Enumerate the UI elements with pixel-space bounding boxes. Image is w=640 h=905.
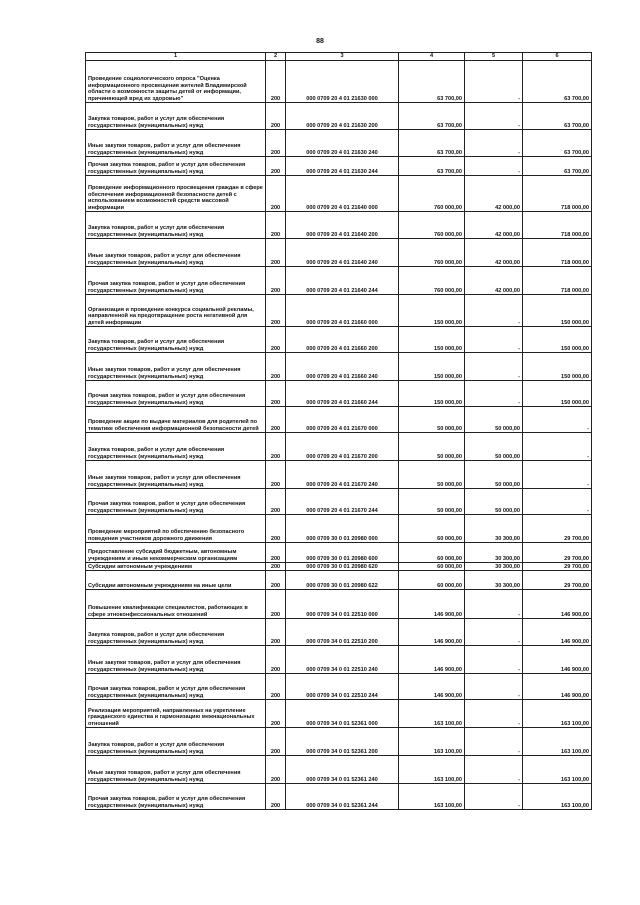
- row-amount-total-cell: 163 100,00: [399, 756, 465, 784]
- table-row: [86, 61, 592, 103]
- row-amount-change-cell: -: [465, 130, 523, 157]
- row-amount-result-cell: 718 000,00: [523, 267, 592, 295]
- table-row: [86, 543, 592, 563]
- table-row: [86, 433, 592, 461]
- row-amount-total-cell: 760 000,00: [399, 212, 465, 239]
- row-amount-total-cell: 50 000,00: [399, 433, 465, 461]
- column-header-5: 5: [465, 53, 523, 61]
- row-code-cell: 000 0709 34 0 01 52361 244: [286, 784, 399, 810]
- column-number-row: [86, 53, 592, 61]
- row-kvsr-cell: 200: [266, 700, 286, 728]
- row-code-cell: 000 0709 34 0 01 22510 240: [286, 646, 399, 674]
- row-kvsr-cell: 200: [266, 61, 286, 103]
- row-kvsr-cell: 200: [266, 353, 286, 381]
- row-amount-total-cell: 146 900,00: [399, 646, 465, 674]
- row-amount-result-cell: 150 000,00: [523, 327, 592, 353]
- row-amount-result-cell: 718 000,00: [523, 239, 592, 267]
- row-amount-result-cell: 146 900,00: [523, 619, 592, 646]
- row-amount-total-cell: 150 000,00: [399, 295, 465, 327]
- row-name-cell: Закупка товаров, работ и услуг для обеспечения государственных (муниципальных) нужд: [86, 433, 266, 461]
- row-name-cell: Повышение квалификации специалистов, работающих в сфере этноконфессиональных отношений: [86, 590, 266, 619]
- row-name-cell: Иные закупки товаров, работ и услуг для обеспечения государственных (муниципальных) нужд: [86, 239, 266, 267]
- row-amount-total-cell: 150 000,00: [399, 353, 465, 381]
- row-kvsr-cell: 200: [266, 381, 286, 407]
- row-amount-result-cell: 718 000,00: [523, 176, 592, 212]
- row-kvsr-cell: 200: [266, 433, 286, 461]
- column-header-3: 3: [286, 53, 399, 61]
- row-code-cell: 000 0709 34 0 01 52361 240: [286, 756, 399, 784]
- row-amount-result-cell: 146 900,00: [523, 674, 592, 700]
- row-name-cell: Закупка товаров, работ и услуг для обеспечения государственных (муниципальных) нужд: [86, 103, 266, 130]
- row-kvsr-cell: 200: [266, 674, 286, 700]
- row-name-cell: Предоставление субсидий бюджетным, автономным учреждениям и иным некоммерческим организациям: [86, 543, 266, 563]
- row-code-cell: 000 0709 20 4 01 21640 244: [286, 267, 399, 295]
- row-kvsr-cell: 200: [266, 646, 286, 674]
- table-row: [86, 130, 592, 157]
- row-name-cell: Субсидии автономным учреждениям: [86, 563, 266, 571]
- row-amount-result-cell: 150 000,00: [523, 353, 592, 381]
- row-amount-total-cell: 163 100,00: [399, 728, 465, 756]
- row-name-cell: Прочая закупка товаров, работ и услуг для обеспечения государственных (муниципальных) нужд: [86, 157, 266, 176]
- row-amount-total-cell: 150 000,00: [399, 381, 465, 407]
- row-amount-result-cell: 163 100,00: [523, 700, 592, 728]
- row-code-cell: 000 0709 20 4 01 21670 200: [286, 433, 399, 461]
- row-code-cell: 000 0709 20 4 01 21660 200: [286, 327, 399, 353]
- row-amount-result-cell: 150 000,00: [523, 295, 592, 327]
- row-amount-total-cell: 150 000,00: [399, 327, 465, 353]
- row-name-cell: Закупка товаров, работ и услуг для обеспечения государственных (муниципальных) нужд: [86, 327, 266, 353]
- row-code-cell: 000 0709 30 0 01 20980 000: [286, 515, 399, 543]
- row-code-cell: 000 0709 20 4 01 21630 244: [286, 157, 399, 176]
- row-amount-result-cell: 163 100,00: [523, 784, 592, 810]
- row-name-cell: Проведение социологического опроса "Оценка информационного просвещения жителей Владимирской области о возможности защиты детей от информации, причиняющей вред их здоровью": [86, 61, 266, 103]
- table-row: [86, 212, 592, 239]
- row-amount-change-cell: 50 000,00: [465, 461, 523, 489]
- row-code-cell: 000 0709 30 0 01 20980 620: [286, 563, 399, 571]
- budget-table: [85, 52, 592, 810]
- row-amount-total-cell: 60 000,00: [399, 515, 465, 543]
- row-kvsr-cell: 200: [266, 728, 286, 756]
- row-amount-result-cell: 29 700,00: [523, 515, 592, 543]
- row-amount-change-cell: 50 000,00: [465, 489, 523, 515]
- row-amount-result-cell: 63 700,00: [523, 157, 592, 176]
- table-row: [86, 407, 592, 433]
- row-kvsr-cell: 200: [266, 176, 286, 212]
- row-amount-result-cell: -: [523, 461, 592, 489]
- row-amount-result-cell: -: [523, 433, 592, 461]
- row-amount-result-cell: -: [523, 407, 592, 433]
- row-amount-change-cell: -: [465, 700, 523, 728]
- table-row: [86, 103, 592, 130]
- row-code-cell: 000 0709 20 4 01 21640 000: [286, 176, 399, 212]
- row-amount-total-cell: 50 000,00: [399, 407, 465, 433]
- row-code-cell: 000 0709 20 4 01 21630 000: [286, 61, 399, 103]
- row-amount-total-cell: 63 700,00: [399, 130, 465, 157]
- row-amount-result-cell: 163 100,00: [523, 728, 592, 756]
- row-amount-total-cell: 60 000,00: [399, 543, 465, 563]
- row-code-cell: 000 0709 20 4 01 21670 000: [286, 407, 399, 433]
- row-kvsr-cell: 200: [266, 461, 286, 489]
- row-amount-change-cell: 42 000,00: [465, 212, 523, 239]
- page-number: 88: [316, 38, 324, 45]
- row-amount-change-cell: -: [465, 646, 523, 674]
- row-name-cell: Прочая закупка товаров, работ и услуг для обеспечения государственных (муниципальных) нужд: [86, 784, 266, 810]
- row-name-cell: Прочая закупка товаров, работ и услуг для обеспечения государственных (муниципальных) нужд: [86, 489, 266, 515]
- row-name-cell: Организация и проведение конкурса социальной рекламы, направленной на предотвращение роста негативной для детей информации: [86, 295, 266, 327]
- row-amount-change-cell: 30 300,00: [465, 571, 523, 590]
- row-amount-result-cell: 63 700,00: [523, 130, 592, 157]
- row-amount-change-cell: 42 000,00: [465, 239, 523, 267]
- row-amount-change-cell: -: [465, 381, 523, 407]
- row-code-cell: 000 0709 20 4 01 21660 240: [286, 353, 399, 381]
- table-row: [86, 381, 592, 407]
- row-amount-total-cell: 146 900,00: [399, 590, 465, 619]
- row-amount-total-cell: 146 900,00: [399, 674, 465, 700]
- row-amount-total-cell: 50 000,00: [399, 489, 465, 515]
- row-amount-change-cell: -: [465, 619, 523, 646]
- row-kvsr-cell: 200: [266, 267, 286, 295]
- row-name-cell: Закупка товаров, работ и услуг для обеспечения государственных (муниципальных) нужд: [86, 212, 266, 239]
- row-code-cell: 000 0709 20 4 01 21670 244: [286, 489, 399, 515]
- table-row: [86, 267, 592, 295]
- row-name-cell: Иные закупки товаров, работ и услуг для обеспечения государственных (муниципальных) нужд: [86, 353, 266, 381]
- table-row: [86, 590, 592, 619]
- table-row: [86, 295, 592, 327]
- row-amount-result-cell: 150 000,00: [523, 381, 592, 407]
- row-amount-change-cell: -: [465, 674, 523, 700]
- table-row: [86, 619, 592, 646]
- row-name-cell: Иные закупки товаров, работ и услуг для обеспечения государственных (муниципальных) нужд: [86, 646, 266, 674]
- row-amount-result-cell: 29 700,00: [523, 543, 592, 563]
- row-name-cell: Иные закупки товаров, работ и услуг для обеспечения государственных (муниципальных) нужд: [86, 130, 266, 157]
- row-kvsr-cell: 200: [266, 571, 286, 590]
- column-header-1: 1: [86, 53, 266, 61]
- row-amount-result-cell: 146 900,00: [523, 590, 592, 619]
- row-code-cell: 000 0709 34 0 01 22510 244: [286, 674, 399, 700]
- row-amount-total-cell: 63 700,00: [399, 61, 465, 103]
- row-name-cell: Прочая закупка товаров, работ и услуг для обеспечения государственных (муниципальных) нужд: [86, 674, 266, 700]
- table-row: [86, 353, 592, 381]
- row-kvsr-cell: 200: [266, 130, 286, 157]
- row-amount-change-cell: -: [465, 103, 523, 130]
- row-code-cell: 000 0709 20 4 01 21670 240: [286, 461, 399, 489]
- row-amount-result-cell: 63 700,00: [523, 61, 592, 103]
- row-kvsr-cell: 200: [266, 212, 286, 239]
- row-kvsr-cell: 200: [266, 239, 286, 267]
- row-name-cell: Прочая закупка товаров, работ и услуг для обеспечения государственных (муниципальных) нужд: [86, 267, 266, 295]
- row-kvsr-cell: 200: [266, 756, 286, 784]
- row-code-cell: 000 0709 20 4 01 21660 000: [286, 295, 399, 327]
- row-name-cell: Проведение информационного просвещения граждан в сфере обеспечения информационной безопасности детей с использованием возможностей средств массовой информации: [86, 176, 266, 212]
- row-name-cell: Закупка товаров, работ и услуг для обеспечения государственных (муниципальных) нужд: [86, 619, 266, 646]
- table-row: [86, 239, 592, 267]
- row-amount-result-cell: 29 700,00: [523, 571, 592, 590]
- row-name-cell: Иные закупки товаров, работ и услуг для обеспечения государственных (муниципальных) нужд: [86, 756, 266, 784]
- row-amount-result-cell: 29 700,00: [523, 563, 592, 571]
- row-amount-result-cell: 163 100,00: [523, 756, 592, 784]
- row-name-cell: Закупка товаров, работ и услуг для обеспечения государственных (муниципальных) нужд: [86, 728, 266, 756]
- row-kvsr-cell: 200: [266, 619, 286, 646]
- row-code-cell: 000 0709 20 4 01 21630 240: [286, 130, 399, 157]
- row-amount-change-cell: -: [465, 295, 523, 327]
- row-kvsr-cell: 200: [266, 590, 286, 619]
- row-amount-change-cell: -: [465, 353, 523, 381]
- row-amount-change-cell: -: [465, 784, 523, 810]
- row-name-cell: Проведение акции по выдаче материалов для родителей по тематике обеспечения информационной безопасности детей: [86, 407, 266, 433]
- column-header-2: 2: [266, 53, 286, 61]
- row-amount-change-cell: -: [465, 590, 523, 619]
- row-kvsr-cell: 200: [266, 515, 286, 543]
- row-kvsr-cell: 200: [266, 407, 286, 433]
- table-row: [86, 674, 592, 700]
- row-kvsr-cell: 200: [266, 489, 286, 515]
- row-kvsr-cell: 200: [266, 327, 286, 353]
- row-kvsr-cell: 200: [266, 103, 286, 130]
- table-row: [86, 176, 592, 212]
- table-row: [86, 784, 592, 810]
- row-name-cell: Реализация мероприятий, направленных на укрепление гражданского единства и гармонизацию межнациональных отношений: [86, 700, 266, 728]
- row-amount-change-cell: -: [465, 728, 523, 756]
- row-amount-change-cell: 50 000,00: [465, 433, 523, 461]
- table-row: [86, 461, 592, 489]
- row-amount-change-cell: -: [465, 157, 523, 176]
- table-row: [86, 756, 592, 784]
- row-amount-total-cell: 50 000,00: [399, 461, 465, 489]
- row-amount-change-cell: -: [465, 327, 523, 353]
- row-kvsr-cell: 200: [266, 543, 286, 563]
- row-amount-change-cell: 50 000,00: [465, 407, 523, 433]
- row-code-cell: 000 0709 34 0 01 52361 000: [286, 700, 399, 728]
- row-amount-change-cell: 30 300,00: [465, 543, 523, 563]
- column-header-6: 6: [523, 53, 592, 61]
- table-row: [86, 563, 592, 571]
- row-amount-result-cell: 146 900,00: [523, 646, 592, 674]
- row-amount-result-cell: -: [523, 489, 592, 515]
- row-name-cell: Проведение мероприятий по обеспечению безопасного поведения участников дорожного движения: [86, 515, 266, 543]
- row-amount-total-cell: 760 000,00: [399, 239, 465, 267]
- row-code-cell: 000 0709 34 0 01 52361 200: [286, 728, 399, 756]
- row-amount-total-cell: 63 700,00: [399, 157, 465, 176]
- row-kvsr-cell: 200: [266, 784, 286, 810]
- row-amount-change-cell: 42 000,00: [465, 267, 523, 295]
- row-amount-total-cell: 60 000,00: [399, 571, 465, 590]
- table-row: [86, 489, 592, 515]
- column-header-4: 4: [399, 53, 465, 61]
- row-amount-change-cell: 30 300,00: [465, 515, 523, 543]
- table-row: [86, 571, 592, 590]
- row-code-cell: 000 0709 20 4 01 21640 200: [286, 212, 399, 239]
- table-row: [86, 700, 592, 728]
- row-amount-total-cell: 163 100,00: [399, 784, 465, 810]
- row-code-cell: 000 0709 30 0 01 20980 600: [286, 543, 399, 563]
- table-row: [86, 515, 592, 543]
- row-amount-total-cell: 163 100,00: [399, 700, 465, 728]
- row-kvsr-cell: 200: [266, 563, 286, 571]
- table-row: [86, 728, 592, 756]
- row-name-cell: Иные закупки товаров, работ и услуг для обеспечения государственных (муниципальных) нужд: [86, 461, 266, 489]
- table-row: [86, 646, 592, 674]
- row-name-cell: Прочая закупка товаров, работ и услуг для обеспечения государственных (муниципальных) нужд: [86, 381, 266, 407]
- row-amount-total-cell: 63 700,00: [399, 103, 465, 130]
- row-code-cell: 000 0709 20 4 01 21630 200: [286, 103, 399, 130]
- row-amount-total-cell: 760 000,00: [399, 176, 465, 212]
- table-row: [86, 327, 592, 353]
- row-amount-change-cell: 42 000,00: [465, 176, 523, 212]
- row-code-cell: 000 0709 30 0 01 20980 622: [286, 571, 399, 590]
- row-amount-change-cell: -: [465, 756, 523, 784]
- row-amount-change-cell: 30 300,00: [465, 563, 523, 571]
- row-amount-change-cell: -: [465, 61, 523, 103]
- row-code-cell: 000 0709 20 4 01 21660 244: [286, 381, 399, 407]
- row-amount-total-cell: 60 000,00: [399, 563, 465, 571]
- row-name-cell: Субсидии автономным учреждениям на иные цели: [86, 571, 266, 590]
- table-row: [86, 157, 592, 176]
- row-kvsr-cell: 200: [266, 157, 286, 176]
- row-code-cell: 000 0709 20 4 01 21640 240: [286, 239, 399, 267]
- row-amount-total-cell: 146 900,00: [399, 619, 465, 646]
- row-amount-result-cell: 718 000,00: [523, 212, 592, 239]
- row-kvsr-cell: 200: [266, 295, 286, 327]
- row-code-cell: 000 0709 34 0 01 22510 200: [286, 619, 399, 646]
- row-amount-total-cell: 760 000,00: [399, 267, 465, 295]
- row-code-cell: 000 0709 34 0 01 22510 000: [286, 590, 399, 619]
- row-amount-result-cell: 63 700,00: [523, 103, 592, 130]
